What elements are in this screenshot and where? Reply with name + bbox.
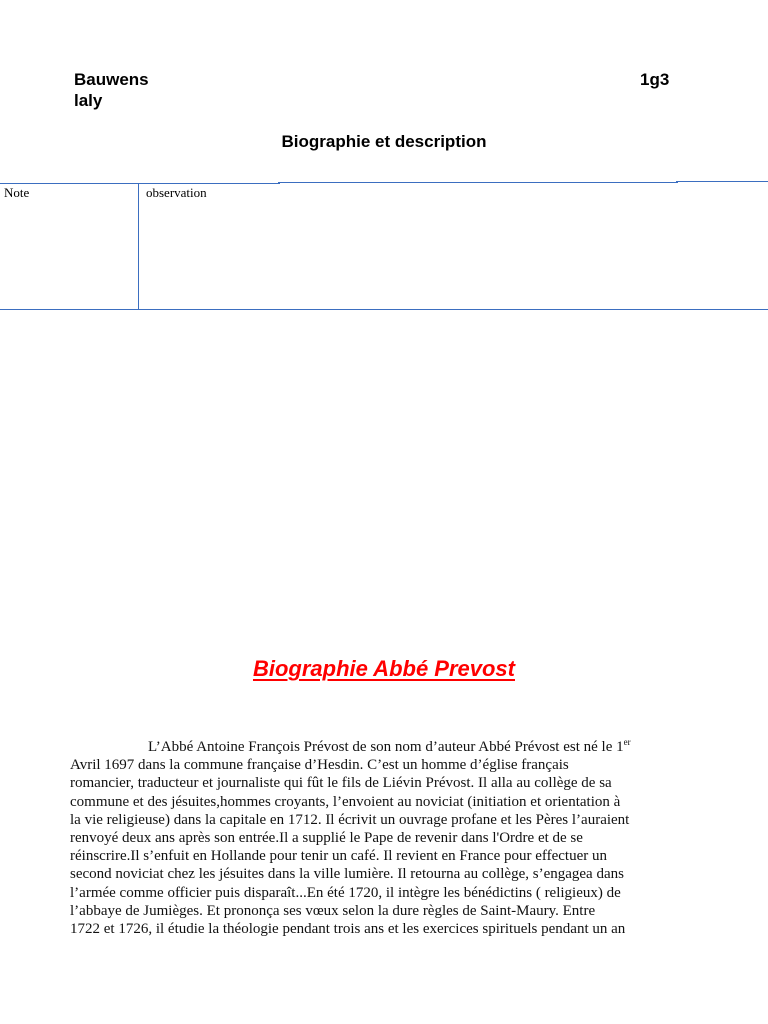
note-cell-label: Note <box>4 185 30 200</box>
paragraph-line: la vie religieuse) dans la capitale en 1712. Il écrivit un ouvrage profane et les Pères l’auraient <box>70 811 630 828</box>
grading-table <box>0 181 768 310</box>
paragraph-line: L’Abbé Antoine François Prévost de son nom d’auteur Abbé Prévost est né le 1er <box>148 737 631 755</box>
class-code: 1g3 <box>640 70 670 89</box>
biography-paragraph <box>70 738 710 938</box>
paragraph-line: Avril 1697 dans la commune française d’Hesdin. C’est un homme d’église français <box>70 757 569 774</box>
table-top-border <box>676 181 768 182</box>
biography-heading: Biographie Abbé Prevost <box>252 656 515 681</box>
table-column-divider <box>138 183 139 309</box>
table-top-border <box>0 183 280 184</box>
paragraph-line: l’armée comme officier puis disparaît...En été 1720, il intègre les bénédictins ( religieux) de <box>70 884 621 901</box>
paragraph-line: réinscrire.Il s’enfuit en Hollande pour tenir un café. Il revient en France pour effectuer un <box>70 848 607 865</box>
paragraph-line: l’abbaye de Jumièges. Et prononça ses vœux selon la dure règles de Saint-Maury. Entre <box>70 902 596 919</box>
table-bottom-border <box>0 309 768 310</box>
paragraph-line: second noviciat chez les jésuites dans la ville lumière. Il retourna au collège, s’engagea dans <box>70 866 624 883</box>
paragraph-line: commune et des jésuites,hommes croyants, l’envoient au noviciat (initiation et orientation à <box>70 793 621 810</box>
student-firstname: laly <box>74 91 103 110</box>
table-top-border <box>278 182 678 183</box>
student-surname: Bauwens <box>74 70 149 89</box>
document-title: Biographie et description <box>281 132 487 151</box>
paragraph-line: renvoyé deux ans après son entrée.Il a supplié le Pape de revenir dans l'Ordre et de se <box>70 830 583 847</box>
paragraph-line: romancier, traducteur et journaliste qui fût le fils de Liévin Prévost. Il alla au collège de sa <box>70 775 612 792</box>
observation-cell-label: observation <box>146 185 207 200</box>
student-name <box>74 69 149 111</box>
superscript: er <box>623 737 631 747</box>
paragraph-line: 1722 et 1726, il étudie la théologie pendant trois ans et les exercices spirituels pendant un an <box>70 921 626 938</box>
